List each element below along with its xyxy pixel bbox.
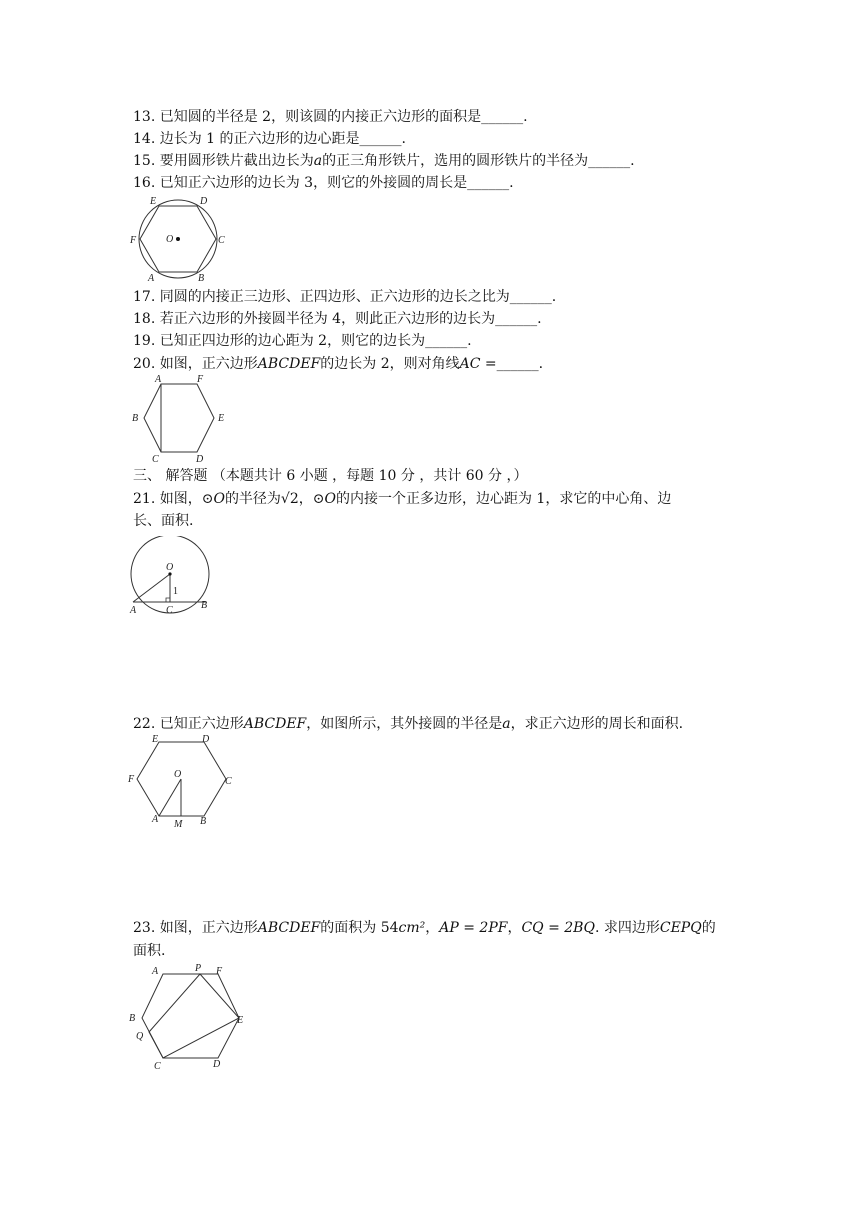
question-17: 17. 同圆的内接正三边形、正四边形、正六边形的边长之比为______. [133, 289, 557, 305]
question-14: 14. 边长为 1 的正六边形的边心距是______. [133, 131, 406, 147]
label-f: F [216, 966, 223, 977]
question-15-var: a [313, 153, 323, 169]
question-16: 16. 已知正六边形的边长为 3，则它的外接圆的周长是______. [133, 175, 514, 191]
question-22-var-hexagon: ABCDEF [243, 716, 307, 732]
label-m: M [174, 819, 183, 830]
question-23-unit: cm² [398, 920, 426, 936]
label-b: B [129, 1013, 136, 1024]
question-22-var-a: a [502, 716, 511, 732]
label-1: 1 [173, 586, 178, 597]
question-23-text-a: 23. 如图，正六边形 [133, 920, 258, 936]
label-a: A [152, 814, 159, 825]
label-e: E [237, 1015, 244, 1026]
question-23-line-1 [133, 917, 716, 939]
question-21-text-a: 21. 如图，⊙ [133, 491, 214, 507]
question-20-text-b: 的边长为 2，则对角线 [320, 356, 460, 372]
label-e: E [152, 734, 159, 745]
question-22-text-a: 22. 已知正六边形 [133, 716, 244, 732]
question-21-line-1 [133, 488, 671, 510]
question-23-text-e: . 求四边形 [594, 920, 660, 936]
question-21-line-2: 长、面积. [133, 513, 194, 529]
label-d: D [202, 734, 210, 745]
figure-16-hexagon-in-circle [128, 194, 228, 284]
question-20-var-diagonal: AC [459, 356, 481, 372]
label-c: C [154, 1061, 161, 1072]
label-o: O [166, 234, 174, 245]
label-f: F [128, 774, 135, 785]
question-23-var-quad: CEPQ [659, 920, 702, 936]
question-15-text-b: 的正三角形铁片，选用的圆形铁片的半径为______. [322, 153, 635, 169]
question-23-text-d: ， [507, 920, 522, 936]
question-15-text-a: 15. 要用圆形铁片截出边长为 [133, 153, 314, 169]
figure-22-hexagon-apothem [126, 732, 238, 832]
question-23-text-f: 的 [701, 920, 716, 936]
question-23-text-b: 的面积为 54 [320, 920, 399, 936]
label-a: A [130, 605, 137, 616]
label-e: E [150, 196, 157, 207]
question-23-eq-ap: AP = 2PF [439, 920, 508, 936]
label-b: B [201, 600, 208, 611]
question-20 [133, 353, 543, 375]
label-b: B [200, 816, 207, 827]
label-d: D [213, 1059, 221, 1070]
label-f: F [130, 235, 137, 246]
question-21-text-b: 的半径为√2，⊙ [224, 491, 325, 507]
question-23-eq-cq: CQ = 2BQ [521, 920, 595, 936]
question-22-text-b: ，如图所示，其外接圆的半径是 [306, 716, 503, 732]
label-a: A [155, 374, 162, 385]
question-21-var-o: O [213, 491, 225, 507]
question-21-text-c: 的内接一个正多边形，边心距为 1，求它的中心角、边 [335, 491, 672, 507]
question-23-text-c: ， [425, 920, 440, 936]
label-d: D [196, 454, 204, 465]
label-b: B [198, 273, 205, 284]
question-21-var-o-2: O [324, 491, 336, 507]
question-20-text-a: 20. 如图，正六边形 [133, 356, 258, 372]
figure-20-hexagon-diagonal [128, 374, 232, 466]
question-23-line-2: 面积. [133, 943, 166, 959]
label-f: F [197, 374, 204, 385]
label-o: O [166, 562, 174, 573]
section-3-heading: 三、 解答题 （本题共计 6 小题 ，每题 10 分 ，共计 60 分 ，） [133, 468, 528, 484]
label-a: A [148, 273, 155, 284]
question-22-text-c: ，求正六边形的周长和面积. [510, 716, 684, 732]
label-c: C [152, 454, 159, 465]
question-18: 18. 若正六边形的外接圆半径为 4，则此正六边形的边长为______. [133, 311, 542, 327]
label-q: Q [136, 1031, 144, 1042]
question-13: 13. 已知圆的半径是 2，则该圆的内接正六边形的面积是______. [133, 109, 528, 125]
label-c: C [166, 605, 173, 616]
label-a: A [152, 966, 159, 977]
question-20-var-hexagon: ABCDEF [257, 356, 321, 372]
question-15 [133, 150, 635, 172]
label-c: C [225, 776, 232, 787]
figure-23-hexagon-quadrilateral [126, 962, 250, 1074]
label-d: D [200, 196, 208, 207]
question-19: 19. 已知正四边形的边心距为 2，则它的边长为______. [133, 333, 472, 349]
question-23-var-hexagon: ABCDEF [257, 920, 321, 936]
question-20-text-c: =______. [480, 356, 544, 372]
figure-21-circle-chord [126, 536, 218, 618]
label-e: E [218, 413, 225, 424]
label-c: C [218, 235, 225, 246]
label-p: P [195, 963, 202, 974]
label-o: O [174, 769, 182, 780]
label-b: B [132, 413, 139, 424]
